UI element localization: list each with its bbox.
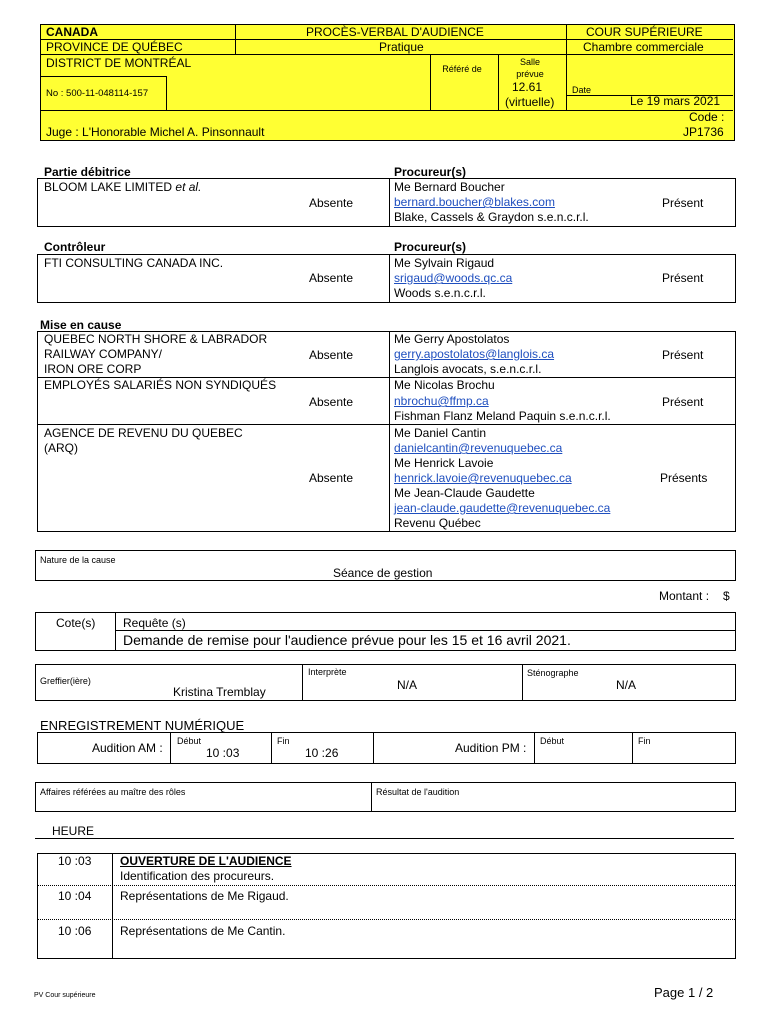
minute-time: 10 :03 xyxy=(58,854,92,868)
header-divider xyxy=(40,76,166,77)
header-room-label: Salle prévue xyxy=(516,57,544,79)
referrals-label: Affaires référées au maître des rôles xyxy=(40,787,186,797)
recording-divider xyxy=(170,732,171,763)
monitor-status: Absente xyxy=(309,271,354,285)
minute-time: 10 :06 xyxy=(58,924,92,938)
p3-email1-link[interactable]: danielcantin@revenuquebec.ca xyxy=(394,441,563,455)
p2-attorney-status: Présent xyxy=(662,395,704,409)
header-date-label: Date xyxy=(572,85,592,95)
header-file-no: No : 500-11-048114-157 xyxy=(46,88,149,99)
header-judge: Juge : L'Honorable Michel A. Pinsonnault xyxy=(46,125,265,139)
monitor-attorneys-heading: Procureur(s) xyxy=(394,240,467,254)
recording-divider xyxy=(271,732,272,763)
monitor-name: FTI CONSULTING CANADA INC. xyxy=(44,256,224,270)
header-referee-label: Référé de xyxy=(442,64,482,74)
request-divider xyxy=(115,612,116,650)
p1-firm: Langlois avocats, s.e.n.c.r.l. xyxy=(394,362,542,376)
request-value: Demande de remise pour l'audience prévue pour les 15 et 16 avril 2021. xyxy=(123,632,571,648)
header-room-number: 12.61 xyxy=(512,80,543,94)
stenographer-value: N/A xyxy=(616,678,637,692)
am-label: Audition AM : xyxy=(92,741,163,755)
minutes-divider xyxy=(112,853,113,958)
hour-rule xyxy=(35,838,734,839)
header-divider xyxy=(166,76,167,110)
minute-text: Identification des procureurs. xyxy=(120,869,275,883)
cote-label: Cote(s) xyxy=(56,616,96,630)
header-chamber: Chambre commerciale xyxy=(583,40,704,54)
impleaded-divider xyxy=(389,331,390,531)
header-room-mode: (virtuelle) xyxy=(505,95,555,109)
minute-time: 10 :04 xyxy=(58,889,92,903)
p2-name: EMPLOYÉS SALARIÉS NON SYNDIQUÉS xyxy=(44,378,277,392)
amount-label: Montant : xyxy=(659,589,710,603)
impleaded-row-divider xyxy=(37,424,735,425)
impleaded-heading: Mise en cause xyxy=(40,318,122,332)
monitor-attorney-status: Présent xyxy=(662,271,704,285)
p3-attorney-status: Présents xyxy=(660,471,708,485)
header-court: COUR SUPÉRIEURE xyxy=(586,25,703,39)
debtor-divider xyxy=(389,178,390,226)
p3-email2-link[interactable]: henrick.lavoie@revenuquebec.ca xyxy=(394,471,572,485)
p2-attorney: Me Nicolas Brochu xyxy=(394,378,495,392)
header-divider xyxy=(40,54,733,55)
p3-attorney1: Me Daniel Cantin xyxy=(394,426,487,440)
minutes-row-divider xyxy=(37,919,735,920)
header-subtitle: Pratique xyxy=(379,40,424,54)
p1-status: Absente xyxy=(309,348,354,362)
footer-left: PV Cour supérieure xyxy=(34,992,96,999)
header-divider xyxy=(498,54,499,110)
p1-attorney-status: Présent xyxy=(662,348,704,362)
recording-title: ENREGISTREMENT NUMÉRIQUE xyxy=(40,718,245,733)
referrals-divider xyxy=(371,782,372,811)
p1-line3: IRON ORE CORP xyxy=(44,362,142,376)
header-divider xyxy=(40,110,733,111)
p1-email-link[interactable]: gerry.apostolatos@langlois.ca xyxy=(394,347,555,361)
footer-page: Page 1 / 2 xyxy=(654,985,714,1000)
stenographer-label: Sténographe xyxy=(527,668,579,678)
minute-title: OUVERTURE DE L'AUDIENCE xyxy=(120,854,292,868)
p2-status: Absente xyxy=(309,395,354,409)
monitor-divider xyxy=(389,254,390,302)
clerk-name: Kristina Tremblay xyxy=(173,685,266,699)
clerk-label: Greffier(ière) xyxy=(40,676,91,686)
debtor-firm: Blake, Cassels & Graydon s.e.n.c.r.l. xyxy=(394,210,589,224)
p3-firm: Revenu Québec xyxy=(394,516,481,530)
interpreter-value: N/A xyxy=(397,678,418,692)
p1-attorney: Me Gerry Apostolatos xyxy=(394,332,510,346)
header-date-value: Le 19 mars 2021 xyxy=(630,94,721,108)
am-start-label: Début xyxy=(177,736,202,746)
minute-text: Représentations de Me Rigaud. xyxy=(120,889,289,903)
debtor-name-text: BLOOM LAKE LIMITED xyxy=(44,180,173,194)
am-end-label: Fin xyxy=(277,736,290,746)
debtor-name xyxy=(44,180,201,194)
header-district: DISTRICT DE MONTRÉAL xyxy=(46,56,192,70)
debtor-heading: Partie débitrice xyxy=(44,165,131,179)
p1-line1: QUEBEC NORTH SHORE & LABRADOR xyxy=(44,332,268,346)
hour-heading: HEURE xyxy=(52,824,95,838)
result-label: Résultat de l'audition xyxy=(376,787,460,797)
debtor-attorneys-heading: Procureur(s) xyxy=(394,165,467,179)
nature-value: Séance de gestion xyxy=(333,566,433,580)
debtor-email-link[interactable]: bernard.boucher@blakes.com xyxy=(394,195,555,209)
recording-divider xyxy=(373,732,374,763)
header-divider xyxy=(566,24,567,110)
header-province: PROVINCE DE QUÉBEC xyxy=(46,40,183,54)
recording-divider xyxy=(632,732,633,763)
p2-firm: Fishman Flanz Meland Paquin s.e.n.c.r.l. xyxy=(394,409,611,423)
pm-label: Audition PM : xyxy=(455,741,527,755)
staff-divider xyxy=(302,664,303,700)
debtor-attorney: Me Bernard Boucher xyxy=(394,180,505,194)
staff-divider xyxy=(522,664,523,700)
monitor-attorney: Me Sylvain Rigaud xyxy=(394,256,495,270)
request-label: Requête (s) xyxy=(123,616,186,630)
pm-end-label: Fin xyxy=(638,736,651,746)
p3-attorney2: Me Henrick Lavoie xyxy=(394,456,494,470)
debtor-status: Absente xyxy=(309,196,354,210)
monitor-firm: Woods s.e.n.c.r.l. xyxy=(394,286,486,300)
recording-divider xyxy=(534,732,535,763)
nature-label: Nature de la cause xyxy=(40,555,116,565)
p3-status: Absente xyxy=(309,471,354,485)
header-title: PROCÈS-VERBAL D'AUDIENCE xyxy=(306,25,484,39)
header-code-value: JP1736 xyxy=(683,125,724,139)
p3-attorney3: Me Jean-Claude Gaudette xyxy=(394,486,535,500)
header-divider xyxy=(430,54,431,110)
interpreter-label: Interprète xyxy=(308,667,347,677)
monitor-heading: Contrôleur xyxy=(44,240,106,254)
debtor-suffix: et al. xyxy=(175,180,202,194)
am-start-value: 10 :03 xyxy=(206,746,240,760)
p3-email3-link[interactable]: jean-claude.gaudette@revenuquebec.ca xyxy=(394,501,611,515)
pm-start-label: Début xyxy=(540,736,565,746)
debtor-attorney-status: Présent xyxy=(662,196,704,210)
request-divider xyxy=(115,630,735,631)
minute-text: Représentations de Me Cantin. xyxy=(120,924,286,938)
p1-line2: RAILWAY COMPANY/ xyxy=(44,347,163,361)
p3-line1: AGENCE DE REVENU DU QUEBEC xyxy=(44,426,243,440)
am-end-value: 10 :26 xyxy=(305,746,339,760)
p3-line2: (ARQ) xyxy=(44,441,78,455)
header-code-label: Code : xyxy=(689,110,725,124)
amount-currency: $ xyxy=(723,589,730,603)
monitor-email-link[interactable]: srigaud@woods.qc.ca xyxy=(394,271,513,285)
p2-email-link[interactable]: nbrochu@ffmp.ca xyxy=(394,394,489,408)
minutes-row-divider xyxy=(37,885,735,886)
header-canada: CANADA xyxy=(46,25,98,39)
